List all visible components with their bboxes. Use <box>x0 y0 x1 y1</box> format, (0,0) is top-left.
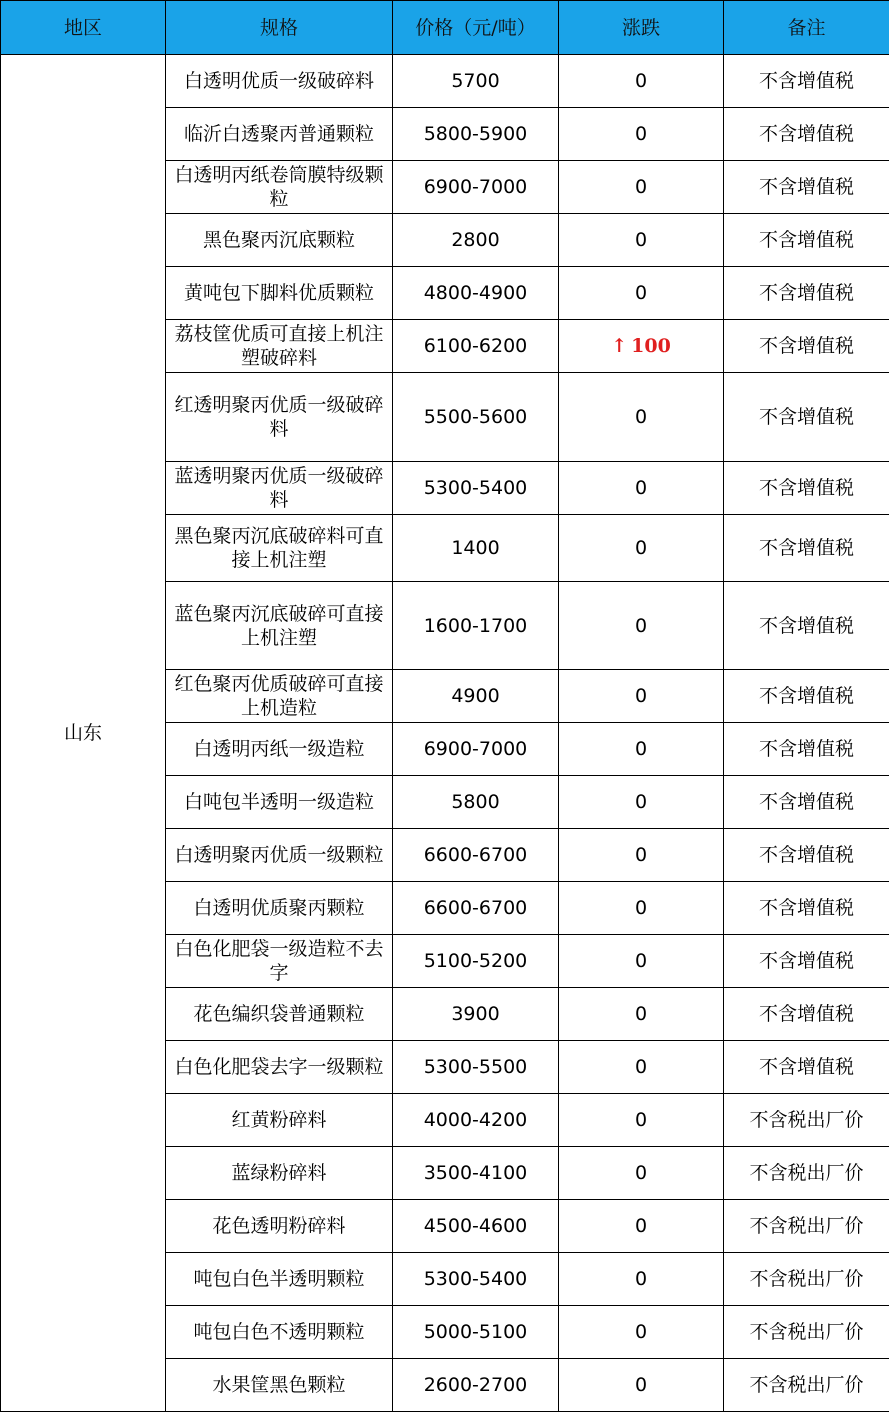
note-cell: 不含增值税 <box>724 988 889 1041</box>
price-cell: 5100-5200 <box>393 935 559 988</box>
price-cell: 5800 <box>393 776 559 829</box>
note-cell: 不含税出厂价 <box>724 1253 889 1306</box>
note-cell: 不含增值税 <box>724 776 889 829</box>
change-cell: 0 <box>559 935 724 988</box>
note-cell: 不含增值税 <box>724 670 889 723</box>
change-cell: 0 <box>559 1253 724 1306</box>
spec-cell: 吨包白色不透明颗粒 <box>166 1306 393 1359</box>
change-cell: 0 <box>559 108 724 161</box>
price-cell: 1400 <box>393 515 559 582</box>
price-cell: 6900-7000 <box>393 723 559 776</box>
price-cell: 5300-5400 <box>393 462 559 515</box>
spec-cell: 水果筐黑色颗粒 <box>166 1359 393 1412</box>
price-cell: 6900-7000 <box>393 161 559 214</box>
change-cell: 0 <box>559 776 724 829</box>
note-cell: 不含增值税 <box>724 320 889 373</box>
change-cell: 0 <box>559 670 724 723</box>
header-change: 涨跌 <box>559 1 724 55</box>
change-cell: 0 <box>559 1094 724 1147</box>
price-cell: 1600-1700 <box>393 582 559 670</box>
spec-cell: 红透明聚丙优质一级破碎料 <box>166 373 393 462</box>
spec-cell: 红黄粉碎料 <box>166 1094 393 1147</box>
price-cell: 5300-5500 <box>393 1041 559 1094</box>
spec-cell: 黑色聚丙沉底颗粒 <box>166 214 393 267</box>
price-cell: 2600-2700 <box>393 1359 559 1412</box>
change-cell: 0 <box>559 214 724 267</box>
table-body <box>1 55 889 1412</box>
spec-cell: 白透明丙纸卷筒膜特级颗粒 <box>166 161 393 214</box>
change-cell: 0 <box>559 1200 724 1253</box>
spec-cell: 白透明优质聚丙颗粒 <box>166 882 393 935</box>
note-cell: 不含税出厂价 <box>724 1306 889 1359</box>
note-cell: 不含税出厂价 <box>724 1359 889 1412</box>
price-cell: 4000-4200 <box>393 1094 559 1147</box>
header-region: 地区 <box>1 1 166 55</box>
note-cell: 不含增值税 <box>724 55 889 108</box>
change-cell: 0 <box>559 161 724 214</box>
change-cell: 0 <box>559 1306 724 1359</box>
note-cell: 不含增值税 <box>724 935 889 988</box>
spec-cell: 白色化肥袋一级造粒不去字 <box>166 935 393 988</box>
header-row <box>1 1 889 55</box>
note-cell: 不含税出厂价 <box>724 1200 889 1253</box>
change-cell: 0 <box>559 988 724 1041</box>
spec-cell: 花色编织袋普通颗粒 <box>166 988 393 1041</box>
change-cell: 0 <box>559 1041 724 1094</box>
note-cell: 不含增值税 <box>724 582 889 670</box>
spec-cell: 临沂白透聚丙普通颗粒 <box>166 108 393 161</box>
price-cell: 2800 <box>393 214 559 267</box>
price-cell: 5500-5600 <box>393 373 559 462</box>
spec-cell: 荔枝筐优质可直接上机注塑破碎料 <box>166 320 393 373</box>
header-note: 备注 <box>724 1 889 55</box>
change-cell: 0 <box>559 882 724 935</box>
table-row <box>1 55 889 108</box>
note-cell: 不含税出厂价 <box>724 1094 889 1147</box>
spec-cell: 红色聚丙优质破碎可直接上机造粒 <box>166 670 393 723</box>
change-cell: 0 <box>559 515 724 582</box>
spec-cell: 白透明聚丙优质一级颗粒 <box>166 829 393 882</box>
change-cell: 0 <box>559 462 724 515</box>
change-cell: 0 <box>559 829 724 882</box>
change-cell: 0 <box>559 1147 724 1200</box>
note-cell: 不含增值税 <box>724 882 889 935</box>
region-cell: 山东 <box>1 55 166 1412</box>
price-cell: 3900 <box>393 988 559 1041</box>
up-arrow-icon: ↑ <box>611 335 628 357</box>
price-cell: 5300-5400 <box>393 1253 559 1306</box>
change-cell: 0 <box>559 1359 724 1412</box>
spec-cell: 白透明优质一级破碎料 <box>166 55 393 108</box>
price-cell: 4800-4900 <box>393 267 559 320</box>
price-cell: 6600-6700 <box>393 882 559 935</box>
note-cell: 不含增值税 <box>724 515 889 582</box>
note-cell: 不含增值税 <box>724 723 889 776</box>
price-cell: 4900 <box>393 670 559 723</box>
note-cell: 不含税出厂价 <box>724 1147 889 1200</box>
change-cell: 0 <box>559 55 724 108</box>
change-cell: 0 <box>559 267 724 320</box>
change-cell <box>559 320 724 373</box>
spec-cell: 蓝色聚丙沉底破碎可直接上机注塑 <box>166 582 393 670</box>
spec-cell: 黑色聚丙沉底破碎料可直接上机注塑 <box>166 515 393 582</box>
spec-cell: 白吨包半透明一级造粒 <box>166 776 393 829</box>
change-value: 100 <box>631 335 671 357</box>
note-cell: 不含增值税 <box>724 161 889 214</box>
price-cell: 6100-6200 <box>393 320 559 373</box>
note-cell: 不含增值税 <box>724 214 889 267</box>
spec-cell: 吨包白色半透明颗粒 <box>166 1253 393 1306</box>
spec-cell: 蓝透明聚丙优质一级破碎料 <box>166 462 393 515</box>
table-header <box>1 1 889 55</box>
spec-cell: 花色透明粉碎料 <box>166 1200 393 1253</box>
note-cell: 不含增值税 <box>724 267 889 320</box>
price-cell: 5000-5100 <box>393 1306 559 1359</box>
spec-cell: 蓝绿粉碎料 <box>166 1147 393 1200</box>
change-cell: 0 <box>559 582 724 670</box>
price-cell: 6600-6700 <box>393 829 559 882</box>
note-cell: 不含增值税 <box>724 108 889 161</box>
header-price: 价格（元/吨） <box>393 1 559 55</box>
change-cell: 0 <box>559 373 724 462</box>
price-cell: 5700 <box>393 55 559 108</box>
note-cell: 不含增值税 <box>724 829 889 882</box>
price-cell: 5800-5900 <box>393 108 559 161</box>
spec-cell: 白透明丙纸一级造粒 <box>166 723 393 776</box>
note-cell: 不含增值税 <box>724 373 889 462</box>
spec-cell: 黄吨包下脚料优质颗粒 <box>166 267 393 320</box>
price-cell: 3500-4100 <box>393 1147 559 1200</box>
note-cell: 不含增值税 <box>724 462 889 515</box>
note-cell: 不含增值税 <box>724 1041 889 1094</box>
header-spec: 规格 <box>166 1 393 55</box>
spec-cell: 白色化肥袋去字一级颗粒 <box>166 1041 393 1094</box>
change-cell: 0 <box>559 723 724 776</box>
price-cell: 4500-4600 <box>393 1200 559 1253</box>
